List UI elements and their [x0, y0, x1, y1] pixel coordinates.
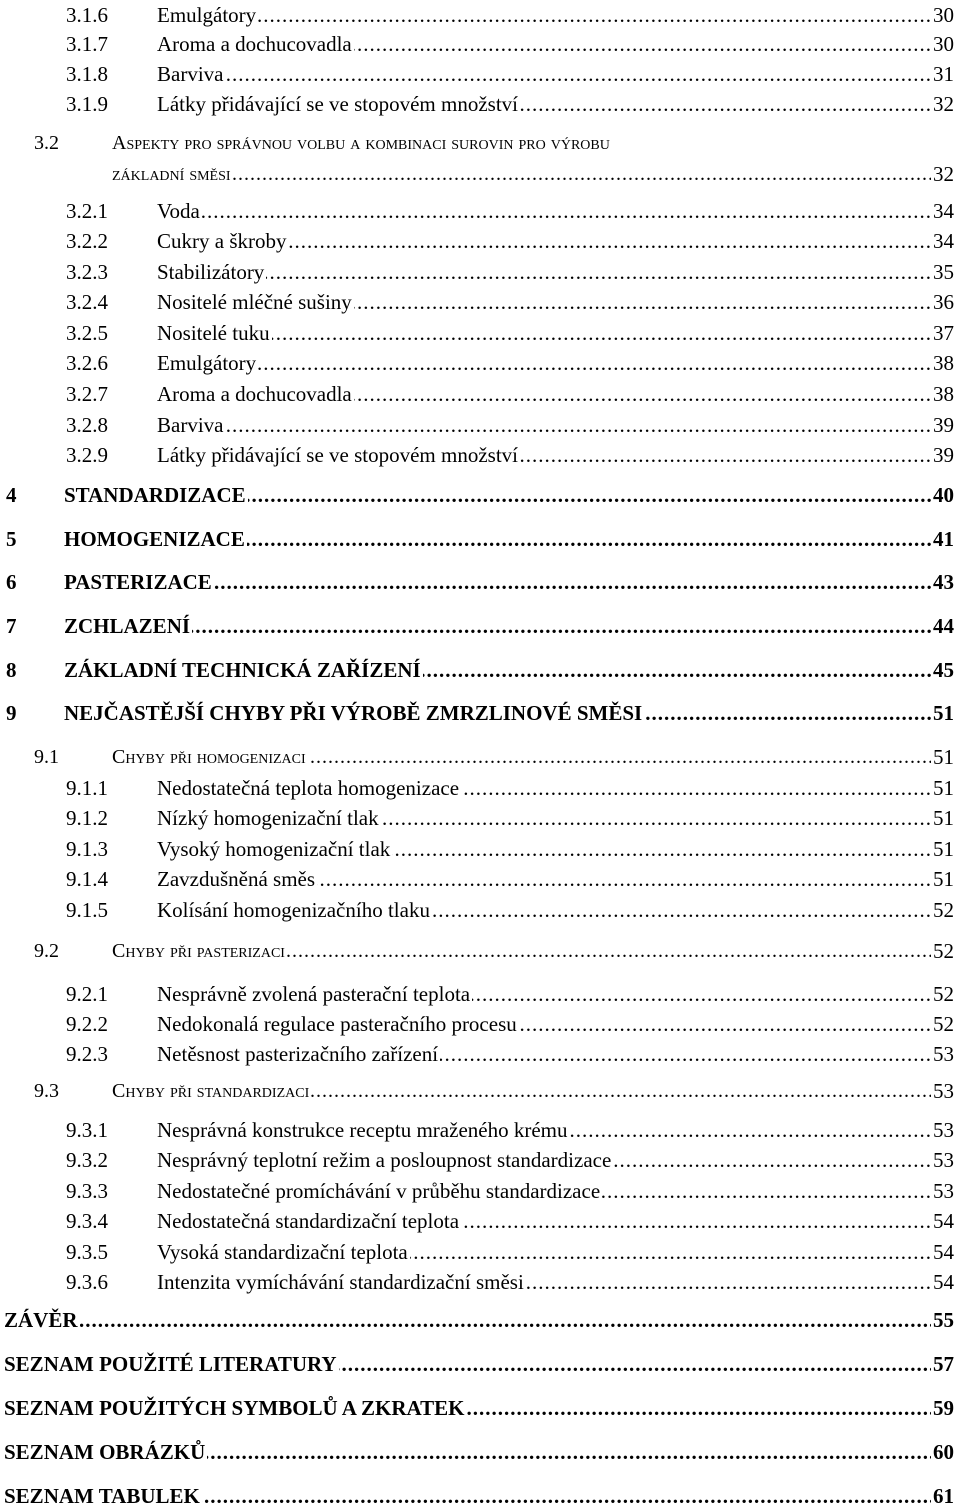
toc-entry-number: 3.1.8: [66, 62, 108, 86]
toc-entry[interactable]: [0, 1145, 960, 1175]
toc-entry-title: ZÁVĚR: [4, 1305, 80, 1335]
toc-entry-title: Cukry a škroby: [157, 226, 289, 256]
toc-page-number: 38: [931, 348, 954, 378]
toc-entry-number: 9.3.4: [66, 1209, 108, 1233]
toc-entry-title: Emulgátory: [157, 0, 258, 30]
toc-page-number: 53: [931, 1115, 954, 1145]
toc-entry-title: Intenzita vymíchávání standardizační směsi: [157, 1267, 526, 1297]
toc-entry-title: SEZNAM POUŽITÝCH SYMBOLŮ A ZKRATEK: [4, 1393, 467, 1423]
toc-page-number: 34: [931, 226, 954, 256]
toc-entry-number: 9.3: [34, 1080, 59, 1102]
toc-entry-title: PASTERIZACE: [64, 567, 214, 597]
toc-entry[interactable]: [0, 1437, 960, 1467]
toc-entry[interactable]: [0, 1393, 960, 1423]
toc-entry[interactable]: [0, 1237, 960, 1267]
toc-entry[interactable]: [0, 257, 960, 287]
toc-entry[interactable]: [0, 567, 960, 597]
toc-entry-title: Látky přidávající se ve stopovém množství: [157, 89, 520, 119]
toc-entry-title: Nesprávná konstrukce receptu mraženého krému: [157, 1115, 569, 1145]
toc-page-number: 52: [931, 979, 954, 1009]
toc-entry-title: Voda: [157, 196, 202, 226]
toc-entry-title: Chyby při pasterizaci: [112, 936, 287, 966]
toc-page-number: 60: [931, 1437, 954, 1467]
toc-entry-title: Nedostatečná teplota homogenizace: [157, 773, 461, 803]
toc-page-number: 54: [931, 1267, 954, 1297]
toc-page-number: 39: [931, 440, 954, 470]
toc-entry[interactable]: [0, 936, 960, 966]
toc-entry-number: 3.1.7: [66, 32, 108, 56]
toc-entry[interactable]: [0, 318, 960, 348]
toc-entry-number: 3.2.6: [66, 351, 108, 375]
toc-page-number: 32: [931, 89, 954, 119]
toc-entry-title: Chyby při homogenizaci: [112, 742, 308, 772]
toc-dot-leader: [157, 196, 954, 226]
toc-page-number: 53: [931, 1039, 954, 1069]
toc-dot-leader: [64, 611, 954, 641]
toc-page-number: 43: [931, 567, 954, 597]
toc-page-number: 51: [931, 834, 954, 864]
toc-dot-leader: [157, 348, 954, 378]
toc-entry-title: Nositelé tuku: [157, 318, 272, 348]
toc-page-number: 59: [931, 1393, 954, 1423]
toc-page-number: 36: [931, 287, 954, 317]
toc-page-number: 37: [931, 318, 954, 348]
toc-entry-number: 3.2: [34, 132, 59, 154]
toc-page-number: 54: [931, 1237, 954, 1267]
toc-entry-number: 9.2.2: [66, 1012, 108, 1036]
toc-page-number: 30: [931, 29, 954, 59]
toc-entry[interactable]: [0, 1206, 960, 1236]
toc-entry-title: Barviva: [157, 59, 225, 89]
toc-entry-number: 3.2.1: [66, 199, 108, 223]
toc-entry-number: 9: [6, 701, 17, 725]
toc-entry-number: 5: [6, 527, 17, 551]
toc-page-number: 54: [931, 1206, 954, 1236]
toc-entry-number: 6: [6, 570, 17, 594]
toc-entry-number: 9.1.5: [66, 898, 108, 922]
toc-entry-number: 3.2.2: [66, 229, 108, 253]
toc-entry-number: 9.3.1: [66, 1118, 108, 1142]
toc-page-number: 35: [931, 257, 954, 287]
toc-entry-number: 3.2.8: [66, 413, 108, 437]
toc-entry[interactable]: [0, 742, 960, 772]
toc-entry-title: Nízký homogenizační tlak: [157, 803, 381, 833]
toc-page-number: 53: [931, 1076, 954, 1106]
toc-entry-title: Kolísání homogenizačního tlaku: [157, 895, 432, 925]
toc-dot-leader: [157, 0, 954, 30]
toc-entry-title: základní směsi: [112, 159, 233, 189]
toc-entry[interactable]: [0, 159, 960, 189]
toc-entry-number: 7: [6, 614, 17, 638]
toc-entry-number: 9.1: [34, 746, 59, 768]
toc-entry-title: SEZNAM TABULEK: [4, 1481, 202, 1511]
toc-dot-leader: [4, 1305, 954, 1335]
toc-entry-title: Aroma a dochucovadla: [157, 29, 354, 59]
toc-entry[interactable]: [0, 1076, 960, 1106]
toc-entry[interactable]: [0, 773, 960, 803]
toc-page-number: 61: [931, 1481, 954, 1511]
toc-page-number: 51: [931, 773, 954, 803]
toc-entry[interactable]: [0, 1176, 960, 1206]
toc-page-number: 44: [931, 611, 954, 641]
toc-entry-title: Nedostatečná standardizační teplota: [157, 1206, 461, 1236]
toc-entry-number: 9.2.3: [66, 1042, 108, 1066]
toc-entry-title: NEJČASTĚJŠÍ CHYBY PŘI VÝROBĚ ZMRZLINOVÉ SMĚSI: [64, 698, 644, 728]
toc-entry-number: 9.2: [34, 940, 59, 962]
toc-entry[interactable]: [0, 29, 960, 59]
toc-entry[interactable]: [0, 1115, 960, 1145]
toc-entry-title: Nositelé mléčné sušiny: [157, 287, 354, 317]
toc-entry[interactable]: [0, 698, 960, 728]
toc-page-number: 38: [931, 379, 954, 409]
toc-dot-leader: [157, 410, 954, 440]
toc-page-number: 53: [931, 1176, 954, 1206]
toc-entry-number: 9.3.3: [66, 1179, 108, 1203]
toc-page-number: 40: [931, 480, 954, 510]
toc-entry[interactable]: [0, 655, 960, 685]
toc-entry[interactable]: [0, 379, 960, 409]
toc-entry-number: 9.3.6: [66, 1270, 108, 1294]
toc-entry[interactable]: [0, 803, 960, 833]
toc-entry-title: Emulgátory: [157, 348, 258, 378]
toc-page-number: 55: [931, 1305, 954, 1335]
toc-page-number: 51: [931, 742, 954, 772]
toc-entry-number: 9.1.1: [66, 776, 108, 800]
toc-entry-title: Barviva: [157, 410, 225, 440]
toc-entry-title: SEZNAM OBRÁZKŮ: [4, 1437, 207, 1467]
toc-page-number: 57: [931, 1349, 954, 1379]
toc-entry-title: Látky přidávající se ve stopovém množství: [157, 440, 520, 470]
toc-entry[interactable]: [0, 348, 960, 378]
toc-page-number: 51: [931, 803, 954, 833]
toc-entry-number: 3.1.6: [66, 3, 108, 27]
toc-entry[interactable]: [0, 1039, 960, 1069]
toc-entry-number: 3.2.5: [66, 321, 108, 345]
toc-entry-title: Nesprávně zvolená pasterační teplota: [157, 979, 472, 1009]
toc-entry[interactable]: [0, 834, 960, 864]
toc-dot-leader: [112, 159, 954, 189]
toc-entry[interactable]: [0, 1009, 960, 1039]
toc-dot-leader: [157, 59, 954, 89]
toc-page-number: 51: [931, 864, 954, 894]
toc-entry-number: 9.2.1: [66, 982, 108, 1006]
toc-page-number: 30: [931, 0, 954, 30]
toc-entry-number: 4: [6, 483, 17, 507]
toc-entry[interactable]: [0, 59, 960, 89]
toc-page-number: 51: [931, 698, 954, 728]
toc-entry[interactable]: [0, 0, 960, 30]
toc-entry-title: Vysoká standardizační teplota: [157, 1237, 410, 1267]
toc-entry-number: 9.1.4: [66, 867, 108, 891]
toc-entry-number: 9.1.3: [66, 837, 108, 861]
toc-entry[interactable]: [0, 611, 960, 641]
toc-entry[interactable]: [0, 1267, 960, 1297]
toc-page-number: 53: [931, 1145, 954, 1175]
toc-entry-number: 9.3.2: [66, 1148, 108, 1172]
toc-page-number: 32: [931, 159, 954, 189]
toc-entry-title: Aroma a dochucovadla: [157, 379, 354, 409]
toc-entry[interactable]: [0, 979, 960, 1009]
toc-entry[interactable]: [0, 89, 960, 119]
toc-entry-number: 3.2.3: [66, 260, 108, 284]
toc-entry-title: Netěsnost pasterizačního zařízení: [157, 1039, 440, 1069]
toc-dot-leader: [157, 257, 954, 287]
toc-dot-leader: [157, 318, 954, 348]
toc-page-number: 52: [931, 895, 954, 925]
toc-entry[interactable]: [0, 287, 960, 317]
toc-entry-number: 8: [6, 658, 17, 682]
toc-page-number: 34: [931, 196, 954, 226]
toc-entry[interactable]: [0, 440, 960, 470]
toc-entry-title: STANDARDIZACE: [64, 480, 248, 510]
toc-page-number: 31: [931, 59, 954, 89]
toc-entry[interactable]: [0, 1349, 960, 1379]
toc-entry-number: 3.2.4: [66, 290, 108, 314]
toc-entry-number: 9.3.5: [66, 1240, 108, 1264]
toc-entry[interactable]: [0, 480, 960, 510]
toc-entry-title: SEZNAM POUŽITÉ LITERATURY: [4, 1349, 339, 1379]
toc-entry[interactable]: [0, 410, 960, 440]
toc-entry[interactable]: [0, 864, 960, 894]
toc-entry-title: ZCHLAZENÍ: [64, 611, 192, 641]
toc-entry-title: Vysoký homogenizační tlak: [157, 834, 392, 864]
toc-entry-title: Nedostatečné promíchávání v průběhu standardizace: [157, 1176, 602, 1206]
toc-page-number: 39: [931, 410, 954, 440]
toc-entry-title: Nesprávný teplotní režim a posloupnost standardizace: [157, 1145, 613, 1175]
toc-page-number: 52: [931, 936, 954, 966]
toc-entry[interactable]: [0, 524, 960, 554]
toc-entry-number: 3.2.9: [66, 443, 108, 467]
toc-entry[interactable]: [0, 128, 960, 158]
toc-page-number: 52: [931, 1009, 954, 1039]
toc-entry-title: Chyby při standardizaci: [112, 1076, 311, 1106]
toc-page-number: 45: [931, 655, 954, 685]
toc-entry-title: Stabilizátory: [157, 257, 266, 287]
toc-entry-title: ZÁKLADNÍ TECHNICKÁ ZAŘÍZENÍ: [64, 655, 423, 685]
toc-entry-number: 3.1.9: [66, 92, 108, 116]
toc-entry[interactable]: [0, 196, 960, 226]
toc-entry[interactable]: [0, 895, 960, 925]
toc-entry-number: 3.2.7: [66, 382, 108, 406]
toc-entry[interactable]: [0, 226, 960, 256]
toc-entry-title: HOMOGENIZACE: [64, 524, 247, 554]
toc-entry-title: Nedokonalá regulace pasteračního procesu: [157, 1009, 519, 1039]
toc-page-number: 41: [931, 524, 954, 554]
toc-entry-title: Zavzdušněná směs: [157, 864, 317, 894]
toc-entry[interactable]: [0, 1305, 960, 1335]
toc-entry-number: 9.1.2: [66, 806, 108, 830]
toc-entry-title: Aspekty pro správnou volbu a kombinaci surovin pro výrobu: [112, 128, 612, 158]
